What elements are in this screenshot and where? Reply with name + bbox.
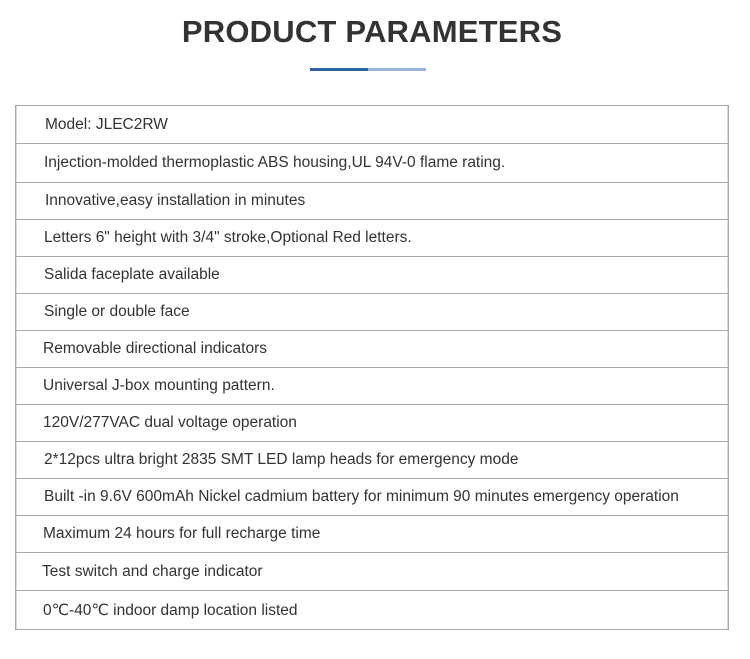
parameter-text: 2*12pcs ultra bright 2835 SMT LED lamp heads for emergency mode [44,451,519,468]
parameter-text: 0℃-40℃ indoor damp location listed [43,601,298,619]
parameter-text: Maximum 24 hours for full recharge time [43,525,321,542]
parameter-text: Letters 6" height with 3/4" stroke,Optional Red letters. [44,229,412,246]
parameter-text: Single or double face [44,303,190,320]
parameter-text: Innovative,easy installation in minutes [45,192,306,209]
page-title: PRODUCT PARAMETERS [181,14,563,49]
parameter-row [16,441,728,478]
parameter-text: Test switch and charge indicator [42,562,263,580]
parameter-row [16,367,728,404]
parameter-text: 120V/277VAC dual voltage operation [43,414,297,431]
parameter-row [16,478,728,515]
parameters-table [15,105,729,630]
parameter-text: Built -in 9.6V 600mAh Nickel cadmium battery for minimum 90 minutes emergency operation [44,488,679,505]
parameter-row [16,182,728,219]
parameter-row [16,219,728,256]
parameter-row [16,293,728,330]
parameter-text: Model: JLEC2RW [45,115,168,133]
parameter-row [16,515,728,552]
parameter-row [16,552,728,590]
parameter-row [16,106,728,143]
parameter-text: Injection-molded thermoplastic ABS housing,UL 94V-0 flame rating. [44,154,506,171]
parameter-row [16,404,728,441]
parameter-row [16,330,728,367]
title-underline [310,68,426,71]
parameter-text: Universal J-box mounting pattern. [43,377,275,394]
parameter-text: Salida faceplate available [44,266,220,283]
parameter-row [16,143,728,182]
parameter-text: Removable directional indicators [43,340,268,357]
parameter-row [16,256,728,293]
parameter-row [16,590,728,629]
underline-dark-segment [310,68,368,71]
underline-light-segment [368,68,426,71]
